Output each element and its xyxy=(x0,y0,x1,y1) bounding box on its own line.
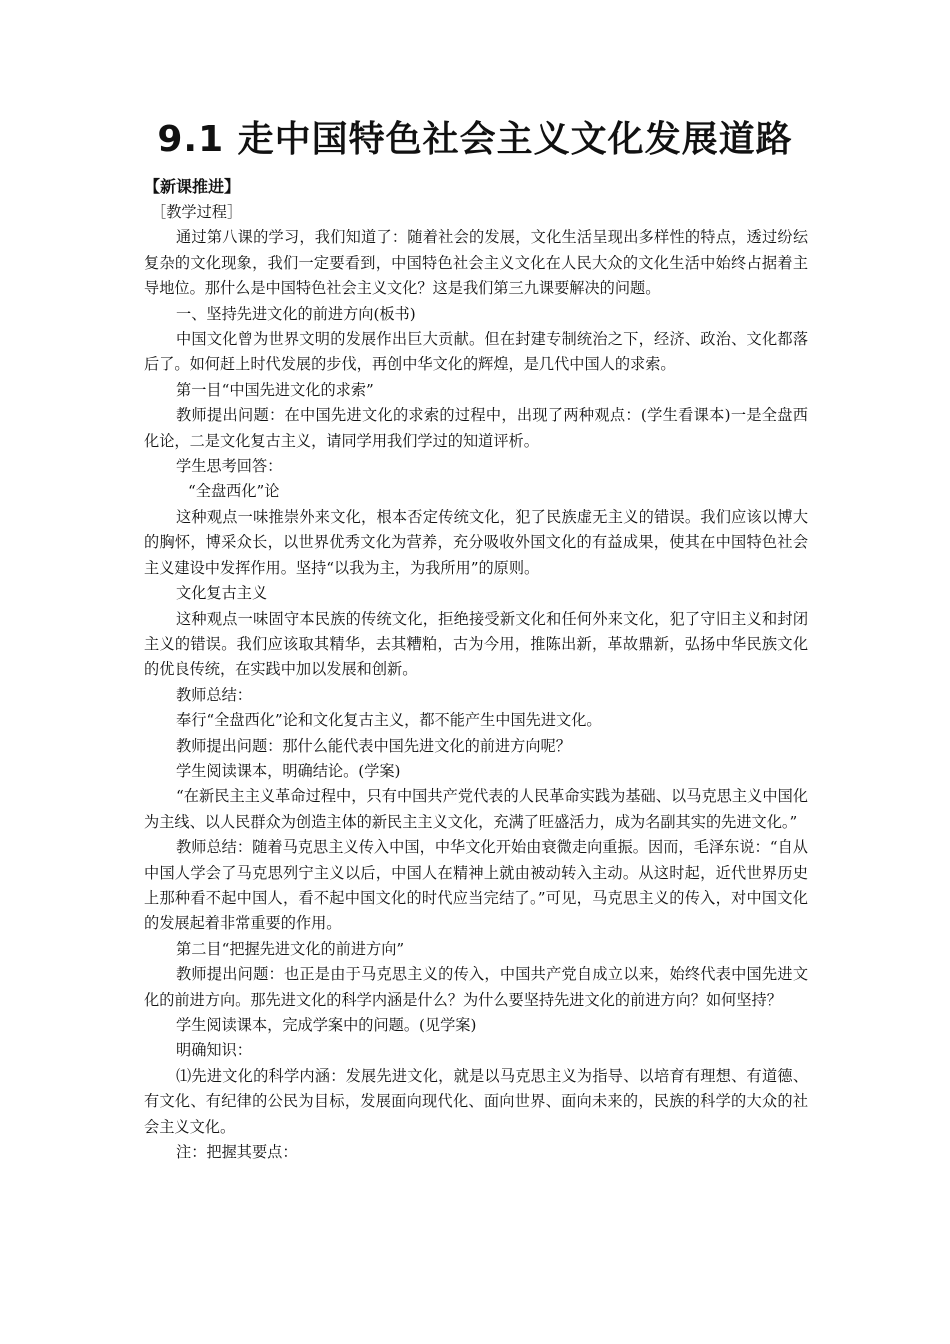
paragraph: 教师提出问题：也正是由于马克思主义的传入，中国共产党自成立以来，始终代表中国先进文化的前进方向。那先进文化的科学内涵是什么？为什么要坚持先进文化的前进方向？如何坚持？ xyxy=(144,965,808,1009)
paragraph: 教师总结：随着马克思主义传入中国，中华文化开始由衰微走向重振。因而，毛泽东说：“自从中国人学会了马克思列宁主义以后，中国人在精神上就由被动转入主动。从这时起，近代世界历史上那种看不起中国人，看不起中国文化的时代应当完结了。”可见，马克思主义的传入，对中国文化的发展起着非常重要的作用。 xyxy=(144,838,808,933)
subheading-teaching-process: ［教学过程］ xyxy=(151,203,243,221)
quote-paragraph: “在新民主主义革命过程中，只有中国共产党代表的人民革命实践为基础、以马克思主义中国化为主线、以人民群众为创造主体的新民主主义文化，充满了旺盛活力，成为名副其实的先进文化。” xyxy=(144,787,808,831)
paragraph: 教师提出问题：那什么能代表中国先进文化的前进方向呢？ xyxy=(176,736,571,755)
paragraph: 这种观点一味固守本民族的传统文化，拒绝接受新文化和任何外来文化，犯了守旧主义和封闭主义的错误。我们应该取其精华，去其糟粕，古为今用，推陈出新，革故鼎新，弘扬中华民族文化的优良传统，在实践中加以发展和创新。 xyxy=(144,609,808,679)
paragraph: 一、坚持先进文化的前进方向(板书) xyxy=(176,304,416,323)
paragraph: 第一目“中国先进文化的求索” xyxy=(176,380,374,399)
paragraph: “全盘西化”论 xyxy=(188,482,280,501)
paragraph: 通过第八课的学习，我们知道了：随着社会的发展，文化生活呈现出多样性的特点，透过纷纭复杂的文化现象，我们一定要看到，中国特色社会主义文化在人民大众的文化生活中始终占据着主导地位。那什么是中国特色社会主义文化？这是我们第三九课要解决的问题。 xyxy=(144,228,808,298)
paragraph: ⑴先进文化的科学内涵：发展先进文化，就是以马克思主义为指导、以培育有理想、有道德、有文化、有纪律的公民为目标，发展面向现代化、面向世界、面向未来的，民族的科学的大众的社会主义文化。 xyxy=(144,1066,808,1136)
paragraph: 明确知识： xyxy=(176,1041,252,1060)
paragraph: 教师提出问题：在中国先进文化的求索的过程中，出现了两种观点：(学生看课本)一是全盘西化论，二是文化复古主义，请同学用我们学过的知道评析。 xyxy=(144,406,808,450)
document-body xyxy=(144,200,808,1165)
page-title: 9.1 走中国特色社会主义文化发展道路 xyxy=(157,119,793,160)
paragraph: 这种观点一味推崇外来文化，根本否定传统文化，犯了民族虚无主义的错误。我们应该以博大的胸怀，博采众长，以世界优秀文化为营养，充分吸收外国文化的有益成果，使其在中国特色社会主义建设中发挥作用。坚持“以我为主，为我所用”的原则。 xyxy=(144,507,808,577)
paragraph: 第二目“把握先进文化的前进方向” xyxy=(176,939,405,958)
section-heading: 【新课推进】 xyxy=(144,177,241,196)
paragraph: 中国文化曾为世界文明的发展作出巨大贡献。但在封建专制统治之下，经济、政治、文化都落后了。如何赶上时代发展的步伐，再创中华文化的辉煌，是几代中国人的求索。 xyxy=(144,330,808,374)
paragraph: 奉行“全盘西化”论和文化复古主义，都不能产生中国先进文化。 xyxy=(176,711,602,730)
paragraph: 文化复古主义 xyxy=(176,584,268,603)
paragraph: 学生阅读课本，明确结论。(学案) xyxy=(176,761,401,780)
paragraph: 学生阅读课本，完成学案中的问题。(见学案) xyxy=(176,1016,477,1034)
paragraph: 注：把握其要点： xyxy=(176,1143,298,1162)
paragraph: 教师总结： xyxy=(176,685,252,704)
paragraph: 学生思考回答： xyxy=(176,457,283,476)
